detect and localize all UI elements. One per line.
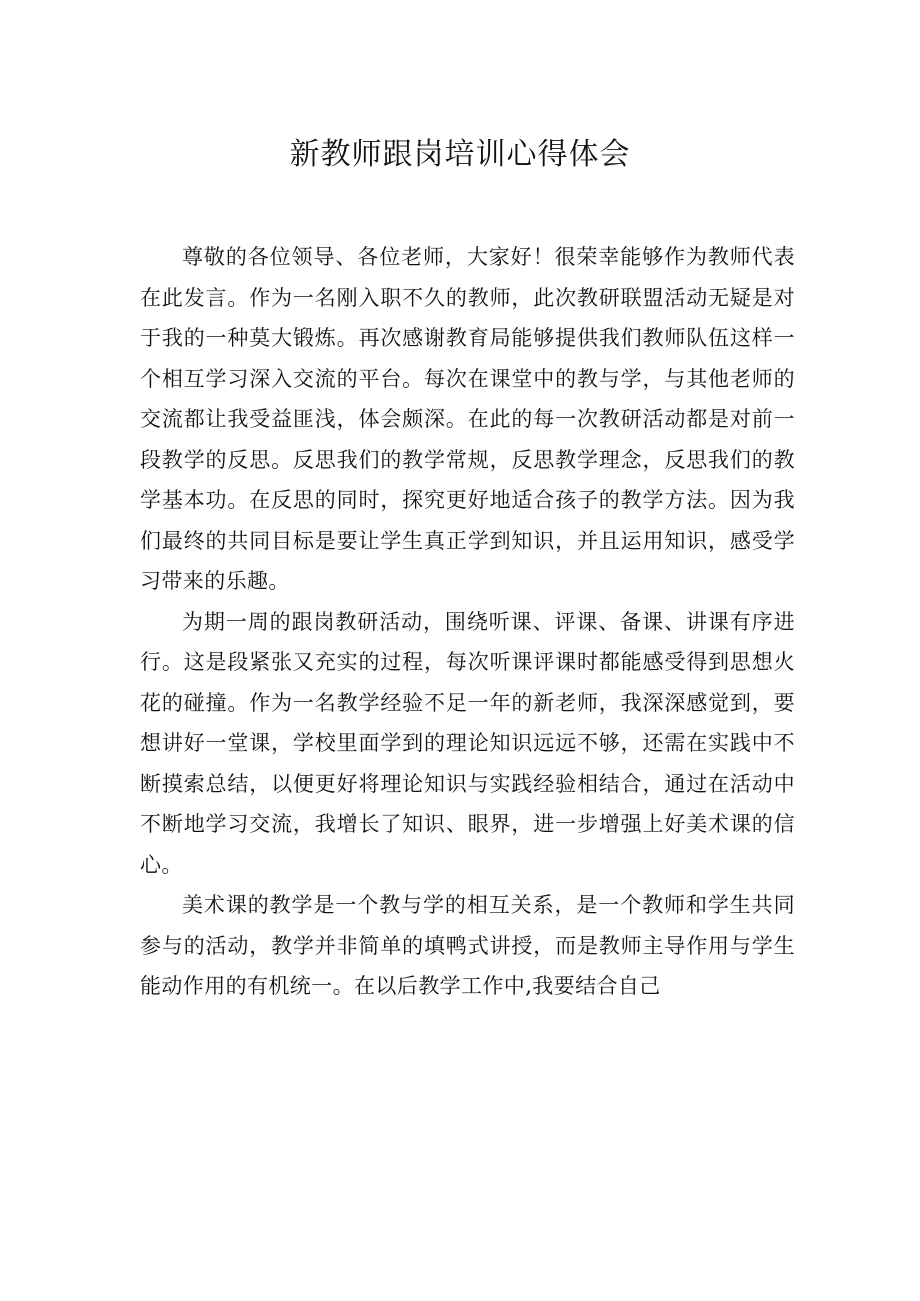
paragraph-1: 尊敬的各位领导、各位老师，大家好！很荣幸能够作为教师代表在此发言。作为一名刚入职不久的教师，此次教研联盟活动无疑是对于我的一种莫大锻炼。再次感谢教育局能够提供我们教师队伍这样一个相互学习深入交流的平台。每次在课堂中的教与学，与其他老师的交流都让我受益匪浅，体会颇深。在此的每一次教研活动都是对前一段教学的反思。反思我们的教学常规，反思教学理念，反思我们的教学基本功。在反思的同时，探究更好地适合孩子的教学方法。因为我们最终的共同目标是要让学生真正学到知识，并且运用知识，感受学习带来的乐趣。 <box>140 245 795 593</box>
paragraph-2: 为期一周的跟岗教研活动，围绕听课、评课、备课、讲课有序进行。这是段紧张又充实的过程，每次听课评课时都能感受得到思想火花的碰撞。作为一名教学经验不足一年的新老师，我深深感觉到，要想讲好一堂课，学校里面学到的理论知识远远不够，还需在实践中不断摸索总结，以便更好将理论知识与实践经验相结合，通过在活动中不断地学习交流，我增长了知识、眼界，进一步增强上好美术课的信心。 <box>140 609 795 877</box>
paragraph-3: 美术课的教学是一个教与学的相互关系，是一个教师和学生共同参与的活动，教学并非简单的填鸭式讲授，而是教师主导作用与学生能动作用的有机统一。在以后教学工作中,我要结合自己 <box>140 893 795 998</box>
document-body <box>140 237 795 1007</box>
document-title: 新教师跟岗培训心得体会 <box>289 137 631 172</box>
